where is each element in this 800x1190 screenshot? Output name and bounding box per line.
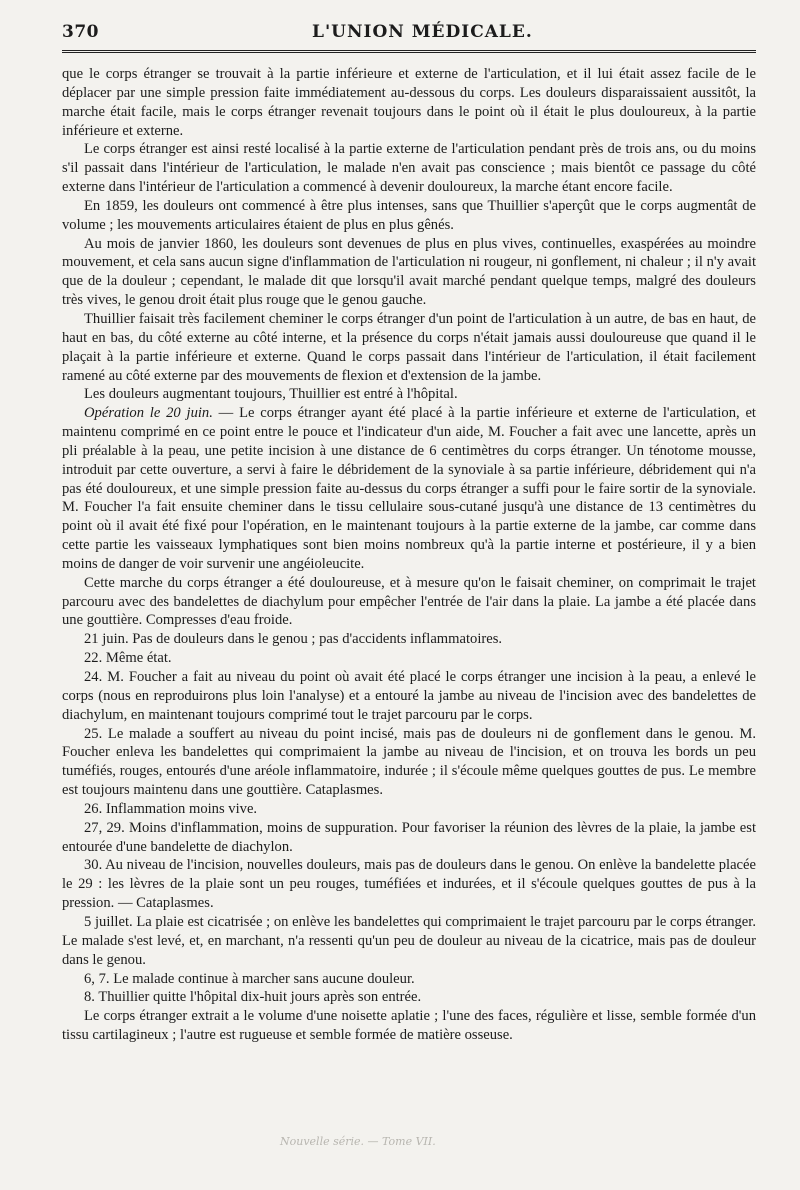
operation-date-heading: Opération le 20 juin.: [84, 405, 213, 422]
paragraph-text: 6, 7. Le malade continue à marcher sans aucune douleur.: [84, 970, 415, 987]
page-number: 370: [62, 22, 99, 42]
paragraph: [62, 800, 756, 819]
paragraph-text: 22. Même état.: [84, 650, 172, 667]
paragraph: [62, 988, 756, 1007]
article-body: [62, 65, 756, 1045]
paragraph: [62, 970, 756, 989]
paragraph-text: 8. Thuillier quitte l'hôpital dix-huit jours après son entrée.: [84, 989, 422, 1006]
paragraph: [62, 913, 756, 970]
paragraph-text: 25. Le malade a souffert au niveau du point incisé, mais pas de douleurs ni de gonflement dans le genou. M. Foucher enleva les bandelettes qui comprimaient la jambe au niveau de l'incision, et on trouva les bords un peu tuméfiés, rouges, entourés d'une aréole inflammatoire, indurée ; il s'écoule même quelques gouttes de pus. Le membre est toujours maintenu dans une gouttière. Cataplasmes.: [62, 725, 756, 799]
paragraph: [62, 819, 756, 857]
paragraph-text: que le corps étranger se trouvait à la partie inférieure et externe de l'articulation, et il lui était assez facile de le déplacer par une simple pression faite immédiatement au-dessous du corps. Les douleurs disparaissaient aussitôt, la marche était facile, mais le corps étranger revenait toujours dans le point où il était le plus douloureux, à la partie inférieure et externe.: [62, 66, 756, 139]
paragraph: [62, 140, 756, 197]
paragraph-text: 21 juin. Pas de douleurs dans le genou ; pas d'accidents inflammatoires.: [84, 631, 503, 648]
paragraph-text: 30. Au niveau de l'incision, nouvelles douleurs, mais pas de douleurs dans le genou. On enlève la bandelette placée le 29 : les lèvres de la plaie sont un peu rouges, tuméfiées et indurées, et il s'écoule quelques gouttes de pus à la pression. — Cataplasmes.: [62, 857, 756, 912]
paragraph-text: Au mois de janvier 1860, les douleurs sont devenues de plus en plus vives, continuelles, exaspérées au moindre mouvement, et cela sans aucun signe d'inflammation de l'articulation ni rougeur, ni gonflement, ni chaleur ; il n'y avait que de la douleur ; cependant, le malade dit que lorsqu'il avait marché pendant quelque temps, malgré des douleurs très vives, le genou droit était plus rouge que le genou gauche.: [62, 235, 756, 309]
paragraph: [62, 630, 756, 649]
paragraph: [62, 404, 756, 574]
paragraph-text: En 1859, les douleurs ont commencé à être plus intenses, sans que Thuillier s'aperçût que le corps augmentât de volume ; les mouvements articulaires étaient de plus en plus gênés.: [62, 197, 756, 233]
paragraph-text: Thuillier faisait très facilement cheminer le corps étranger d'un point de l'articulation à un autre, de bas en haut, de haut en bas, du côté externe au côté interne, et la présence du corps n'était jamais aussi douloureuse que quand il le plaçait à la partie inférieure et externe. Quand le corps passait dans l'intérieur de l'articulation, il était facilement ramené au côté externe par des mouvements de flexion et d'extension de la jambe.: [62, 310, 756, 384]
paragraph-text: Les douleurs augmentant toujours, Thuillier est entré à l'hôpital.: [84, 386, 458, 403]
paragraph-text: 26. Inflammation moins vive.: [84, 800, 258, 817]
paragraph: [62, 725, 756, 800]
paragraph-text: — Le corps étranger ayant été placé à la partie inférieure et externe de l'articulation, et maintenu comprimé en ce point entre le pouce et l'indicateur d'un aide, M. Foucher a fait avec une lancette, après un pli préalable à la peau, une petite incision à une distance de 6 centimètres du corps étranger. Un ténotome mousse, introduit par cette ouverture, a servi à faire le débridement de la synoviale à sa partie inférieure, débridement qui n'a pas été douloureux, et une simple pression faite au-dessus du corps étranger a suffi pour le faire sortir de la synoviale. M. Foucher l'a fait ensuite cheminer dans le tissu cellulaire sous-cutané jusqu'à une distance de 13 centimètres du point où il avait été fixé pour l'opération, en le maintenant toujours à la partie externe de la jambe, car comme dans cette partie les vaisseaux lymphatiques sont bien moins nombreux qu'à la partie interne et postérieure, il y a bien moins de danger de voir survenir une angéioleucite.: [62, 405, 756, 572]
paragraph: [62, 310, 756, 385]
page-header: [62, 22, 756, 50]
paragraph: [62, 385, 756, 404]
paragraph-text: 27, 29. Moins d'inflammation, moins de suppuration. Pour favoriser la réunion des lèvres de la plaie, la jambe est entourée d'une bandelette de diachylon.: [62, 819, 756, 855]
paragraph: [62, 1007, 756, 1045]
running-title: L'UNION MÉDICALE.: [312, 22, 533, 42]
header-rule: [62, 50, 756, 53]
paragraph: [62, 197, 756, 235]
paragraph-text: Cette marche du corps étranger a été douloureuse, et à mesure qu'on le faisait cheminer, on comprimait le trajet parcouru avec des bandelettes de diachylum pour empêcher l'entrée de l'air dans la plaie. La jambe a été placée dans une gouttière. Compresses d'eau froide.: [62, 574, 756, 629]
paragraph: [62, 235, 756, 310]
paragraph: [62, 649, 756, 668]
paragraph: [62, 65, 756, 140]
paragraph-text: Le corps étranger est ainsi resté localisé à la partie externe de l'articulation pendant près de trois ans, ou du moins s'il passait dans l'intérieur de l'articulation, le malade n'en avait pas conscience ; mais bientôt ce passage du côté externe dans l'intérieur de l'articulation a commencé à devenir douloureux, la marche étant encore facile.: [62, 141, 756, 196]
paragraph-text: Le corps étranger extrait a le volume d'une noisette aplatie ; l'une des faces, régulière et lisse, semble formée d'un tissu cartilagineux ; l'autre est rugueuse et semble formée de matière osseuse.: [62, 1008, 756, 1044]
paragraph: [62, 574, 756, 631]
paragraph: [62, 856, 756, 913]
paragraph-text: 5 juillet. La plaie est cicatrisée ; on enlève les bandelettes qui comprimaient le trajet parcouru par le corps étranger. Le malade s'est levé, et, en marchant, n'a ressenti qu'un peu de douleur au niveau de la cicatrice, mais pas de douleur dans le genou.: [62, 913, 756, 968]
show-through-footer-text: Nouvelle série. — Tome VII.: [280, 1135, 436, 1148]
paragraph: [62, 668, 756, 725]
paragraph-text: 24. M. Foucher a fait au niveau du point où avait été placé le corps étranger une incision à la peau, a enlevé le corps (nous en reproduirons plus loin l'analyse) et a entouré la jambe au niveau de l'incision avec des bandelettes de diachylum, en maintenant toujours comprimé tout le trajet parcouru par le corps.: [62, 669, 756, 723]
